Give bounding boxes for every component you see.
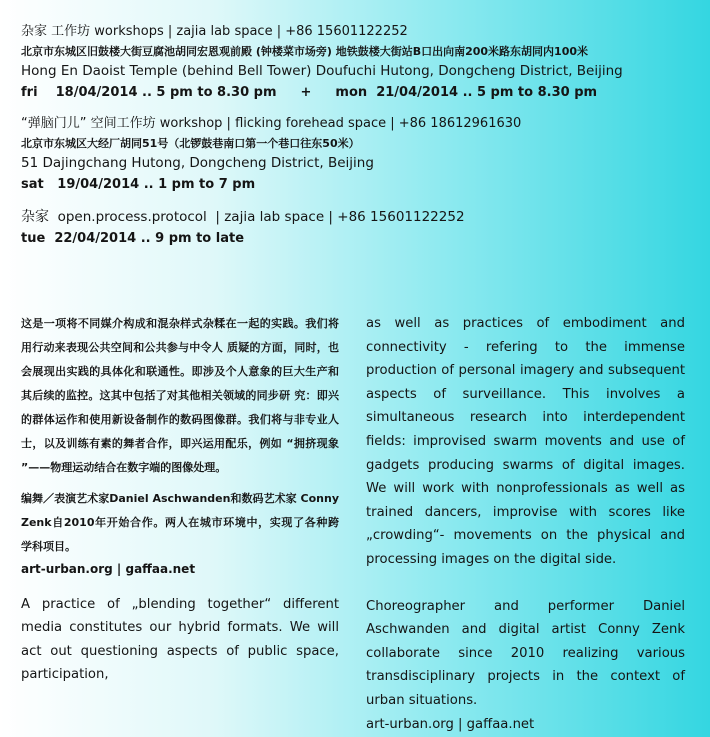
description-en-continued: as well as practices of embodiment and connectivity - refering to the immense production of personal imagery and subsequent aspects of surveillance. This involves a simultaneous research into interdependent fields: improvised swarm movents and use of gadgets producing swarms of digital images. We will work with nonprofessionals as well as trained dancers, improvise with scores like „crowding“- movements on the physical and processing images on the digital side. (366, 316, 685, 567)
event-title-details: open.process.protocol | zajia lab space | +86 15601122252 (49, 209, 465, 225)
event-dates (21, 174, 701, 196)
event-dates (21, 228, 701, 250)
event-address-en: Hong En Daoist Temple (behind Bell Tower) Doufuchi Hutong, Dongcheng District, Beijing (21, 63, 623, 79)
event-open-process-protocol (21, 206, 701, 250)
event-address-en: 51 Dajingchang Hutong, Dongcheng District, Beijing (21, 155, 374, 171)
event-title-details: workshops | zajia lab space | +86 15601122252 (90, 24, 408, 39)
event-date-first: fri 18/04/2014 .. 5 pm to 8.30 pm (21, 85, 277, 100)
description-zh: 这是一项将不同媒介构成和混杂样式杂糅在一起的实践。我们将用行动来表现公共空间和公共参与中令人 质疑的方面，同时，也会展现出实践的具体化和联通性。即涉及个人意象的巨大生产和其后续的监控。这其中包括了对其他相关领域的同步研 究：即兴的群体运作和使用新设备制作的数码图像群。我们将与非专业人士，以及训练有素的舞者合作，即兴运用配乐，例如 “拥挤现象 ”——物理运动结合在数字端的图像处理。 (21, 317, 339, 474)
event-date-first: tue 22/04/2014 .. 9 pm to late (21, 231, 245, 246)
artists-zh: 编舞／表演艺术家Daniel Aschwanden和数码艺术家 Conny Zenk自2010年开始合作。两人在城市环境中，实现了各种跨 学科项目。 (21, 492, 339, 553)
event-date-second: mon 21/04/2014 .. 5 pm to 8.30 pm (335, 85, 598, 100)
left-column (21, 312, 339, 687)
event-address-cn: 北京市东城区旧鼓楼大街豆腐池胡同宏恩观前殿 (钟楼菜市场旁) 地铁鼓楼大街站B口出向南200米路东胡同内100米 (21, 45, 589, 58)
event-listing (21, 22, 701, 260)
event-zajia-workshops (21, 22, 701, 104)
right-column (366, 312, 685, 737)
description-en-start: A practice of „blending together“ different media constitutes our hybrid formats. We will act out questioning aspects of public space, participation, (21, 597, 339, 683)
event-dates (21, 82, 701, 104)
event-flicking-forehead (21, 114, 701, 196)
event-title-line (21, 114, 701, 134)
event-date-plus: + (300, 85, 312, 100)
event-title-cn: 杂家 工作坊 (21, 24, 91, 39)
event-title-details: workshop | flicking forehead space | +86 18612961630 (155, 116, 522, 131)
artists-en: Choreographer and performer Daniel Aschwanden and digital artist Conny Zenk collaborate since 2010 realizing various transdisciplinary projects in the context of urban situations. (366, 598, 685, 708)
event-date-first: sat 19/04/2014 .. 1 pm to 7 pm (21, 177, 256, 192)
event-title-cn: “弹脑门儿” 空间工作坊 (21, 116, 156, 131)
website-links-zh: art-urban.org | gaffaa.net (21, 562, 196, 576)
event-title-cn: 杂家 (21, 209, 49, 225)
website-links-en: art-urban.org | gaffaa.net (366, 716, 535, 732)
event-address-cn: 北京市东城区大经厂胡同51号（北锣鼓巷南口第一个巷口往东50米） (21, 137, 360, 150)
event-title-line (21, 22, 701, 42)
event-title-line (21, 206, 701, 228)
